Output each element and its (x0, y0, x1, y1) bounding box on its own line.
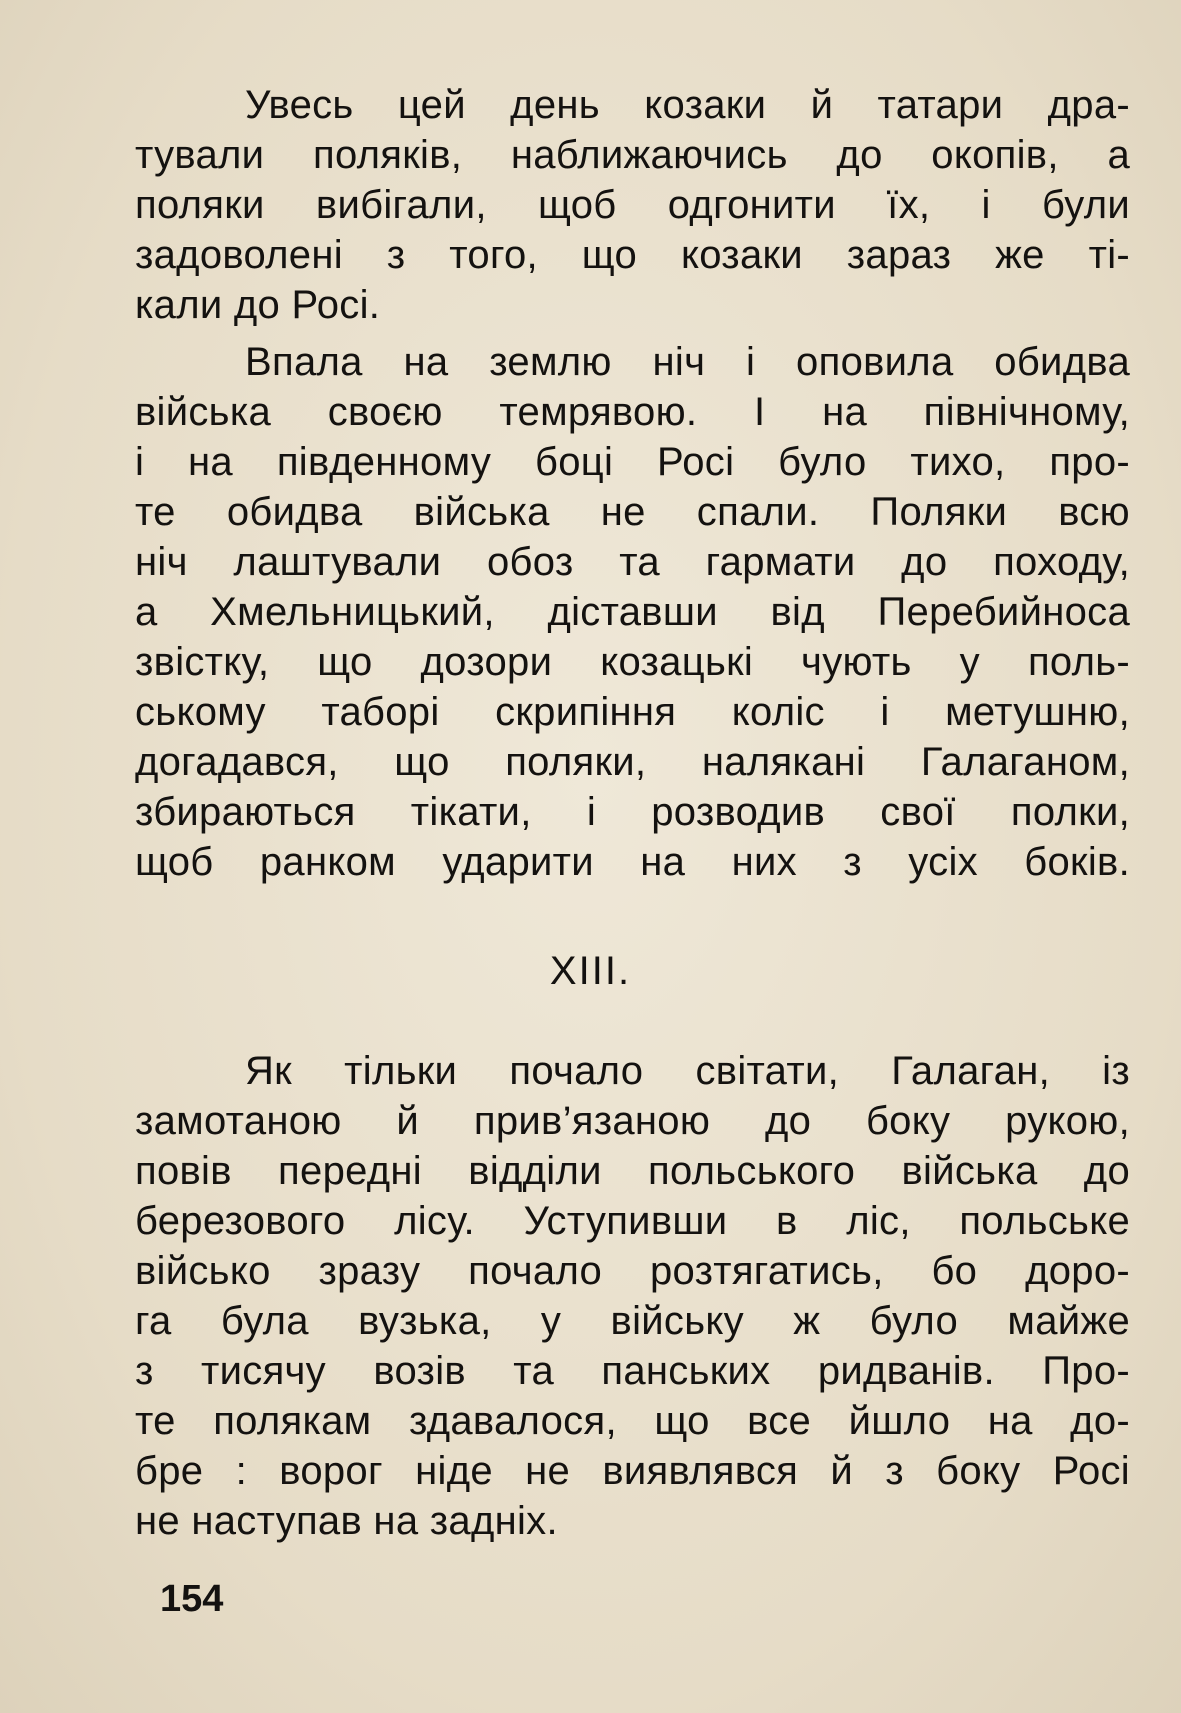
chapter-heading: XIII. (549, 949, 632, 993)
paragraph-3-line-3: повів передні відділи польського війська до (135, 1149, 1130, 1193)
paragraph-3-line-10: не наступав на задніх. (135, 1499, 558, 1543)
paragraph-1-line-4: задоволені з того, що козаки зараз же ті- (135, 233, 1130, 277)
paragraph-1-line-5: кали до Росі. (135, 283, 381, 327)
paragraph-3-line-7: з тисячу возів та панських ридванів. Про- (135, 1349, 1130, 1393)
paragraph-2-line-2: війська своєю темрявою. І на північному, (135, 390, 1130, 434)
paragraph-2-line-8: ському таборі скрипіння коліс і метушню, (135, 690, 1130, 734)
paragraph-1-line-3: поляки вибігали, щоб одгонити їх, і були (135, 183, 1130, 227)
paragraph-2-line-10: збираються тікати, і розводив свої полки, (135, 790, 1130, 834)
paragraph-2-line-11: щоб ранком ударити на них з усіх боків. (135, 840, 1130, 884)
paragraph-3-line-9: бре : ворог ніде не виявлявся й з боку Росі (135, 1449, 1130, 1493)
page-number: 154 (160, 1578, 224, 1620)
paragraph-2-line-5: ніч лаштували обоз та гармати до походу, (135, 540, 1130, 584)
paragraph-2-line-1: Впала на землю ніч і оповила обидва (245, 340, 1130, 384)
paragraph-2-line-9: догадався, що поляки, налякані Галаганом, (135, 740, 1130, 784)
paragraph-3-line-4: березового лісу. Уступивши в ліс, польське (135, 1199, 1130, 1243)
paragraph-2-line-4: те обидва війська не спали. Поляки всю (135, 490, 1130, 534)
paragraph-1-line-2: тували поляків, наближаючись до окопів, а (135, 133, 1130, 177)
paragraph-3-line-8: те полякам здавалося, що все йшло на до- (135, 1399, 1130, 1443)
paragraph-3-line-2: замотаною й прив’язаною до боку рукою, (135, 1099, 1130, 1143)
paragraph-3-line-5: військо зразу почало розтягатись, бо доро- (135, 1249, 1130, 1293)
paragraph-3-line-1: Як тільки почало світати, Галаган, із (245, 1049, 1130, 1093)
paragraph-2-line-3: і на південному боці Росі було тихо, про- (135, 440, 1130, 484)
paragraph-2-line-6: а Хмельницький, діставши від Перебийноса (135, 590, 1130, 634)
paragraph-1-line-1: Увесь цей день козаки й татари дра- (245, 83, 1130, 127)
paragraph-2-line-7: звістку, що дозори козацькі чують у поль- (135, 640, 1130, 684)
paragraph-3-line-6: га була вузька, у війську ж було майже (135, 1299, 1130, 1343)
